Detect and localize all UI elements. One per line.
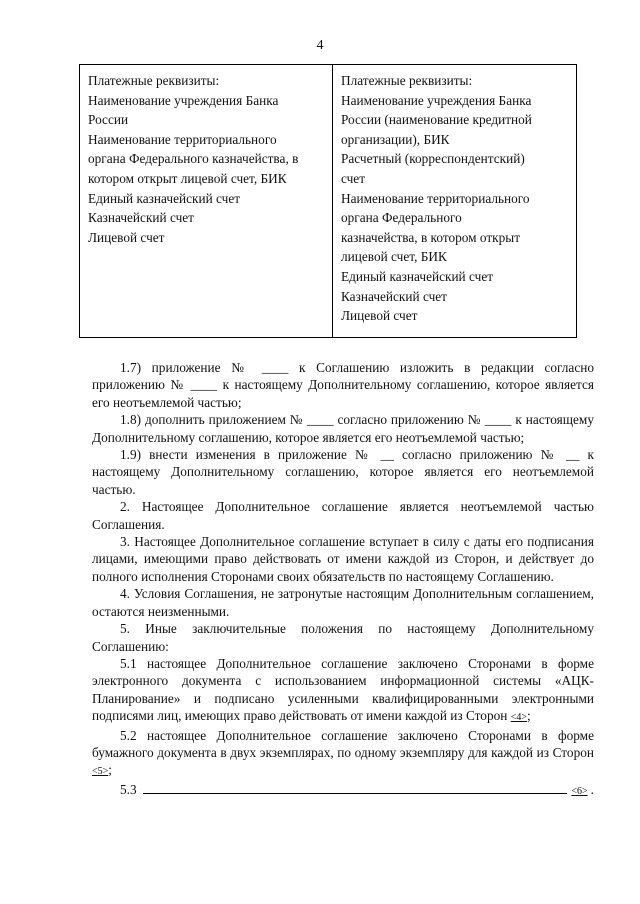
requisite-line: органа Федерального казначейства, в	[88, 151, 299, 167]
requisite-line: России	[88, 112, 129, 128]
requisite-line: Платежные реквизиты:	[340, 73, 473, 88]
requisite-line: Расчетный (корреспондентский)	[340, 151, 525, 167]
footnote-ref: <5>	[92, 766, 109, 778]
requisite-line: Единый казначейский счет	[88, 190, 241, 206]
clause: 2. Настоящее Дополнительное соглашение является неотъемлемой частью Соглашения.	[92, 499, 594, 532]
clause: 3. Настоящее Дополнительное соглашение вступает в силу с даты его подписания лицами, имеющими право действовать от имени каждой из Сторон, и действует до полного исполнения Сторонами своих обязательств по настоящему Соглашению.	[92, 534, 594, 584]
clause-5-1: 5.1 настоящее Дополнительное соглашение заключено Сторонами в форме электронного документа с использованием информационной системы «АЦК-Планирование» и подписано усиленными квалифицированными электронными подписями лиц, имеющих право действовать от имени каждой из Сторон <4>;	[92, 655, 594, 724]
requisite-line: Платежные реквизиты:	[88, 73, 220, 88]
clause-5-3: 5.3 <6> .	[92, 781, 594, 800]
requisites-left-column	[80, 65, 333, 337]
blank-line	[143, 793, 568, 794]
requisite-line: Лицевой счет	[340, 308, 418, 324]
requisite-line: Казначейский счет	[88, 210, 194, 226]
clause: 1.7) приложение № ____ к Соглашению изложить в редакции согласно приложению № ____ к настоящему Дополнительному соглашению, которое является его неотъемлемой частью;	[92, 360, 594, 410]
requisite-line: Единый казначейский счет	[340, 268, 494, 284]
requisite-line: Наименование территориального	[340, 190, 530, 206]
requisite-line: лицевой счет, БИК	[340, 249, 447, 265]
clause: 1.8) дополнить приложением № ____ согласно приложению № ____ к настоящему Дополнительному соглашению, которое является его неотъемлемой частью;	[92, 412, 594, 445]
requisite-line: органа Федерального	[340, 210, 462, 226]
clause: 4. Условия Соглашения, не затронутые настоящим Дополнительным соглашением, остаются неизменными.	[92, 586, 594, 619]
payment-requisites-table	[79, 64, 577, 338]
requisite-line: России (наименование кредитной	[340, 112, 532, 128]
clause: 5. Иные заключительные положения по настоящему Дополнительному Соглашению:	[92, 621, 594, 654]
requisite-line: Казначейский счет	[340, 288, 447, 304]
clauses-list	[92, 359, 594, 655]
requisite-line: организации), БИК	[340, 131, 450, 147]
requisites-right-column	[333, 65, 576, 337]
requisite-line: котором открыт лицевой счет, БИК	[88, 170, 287, 186]
requisite-line: Наименование учреждения Банка	[88, 92, 279, 108]
footnote-ref: <4>	[510, 712, 527, 724]
page-number: 4	[316, 38, 324, 53]
clause: 1.9) внести изменения в приложение № __ согласно приложению № __ к настоящему Дополнительному соглашению, которое является его неотъемлемой частью.	[92, 447, 594, 497]
requisite-line: счет	[340, 170, 366, 186]
requisite-line: Лицевой счет	[88, 229, 165, 245]
requisite-line: Наименование территориального	[88, 131, 277, 147]
requisite-line: Наименование учреждения Банка	[340, 92, 532, 108]
clause-5-2: 5.2 настоящее Дополнительное соглашение заключено Сторонами в форме бумажного документа в двух экземплярах, по одному экземпляру для каждой из Сторон <5>;	[92, 727, 594, 778]
agreement-body	[92, 359, 594, 800]
footnote-ref: <6>	[571, 785, 588, 797]
requisite-line: казначейства, в котором открыт	[340, 229, 521, 245]
